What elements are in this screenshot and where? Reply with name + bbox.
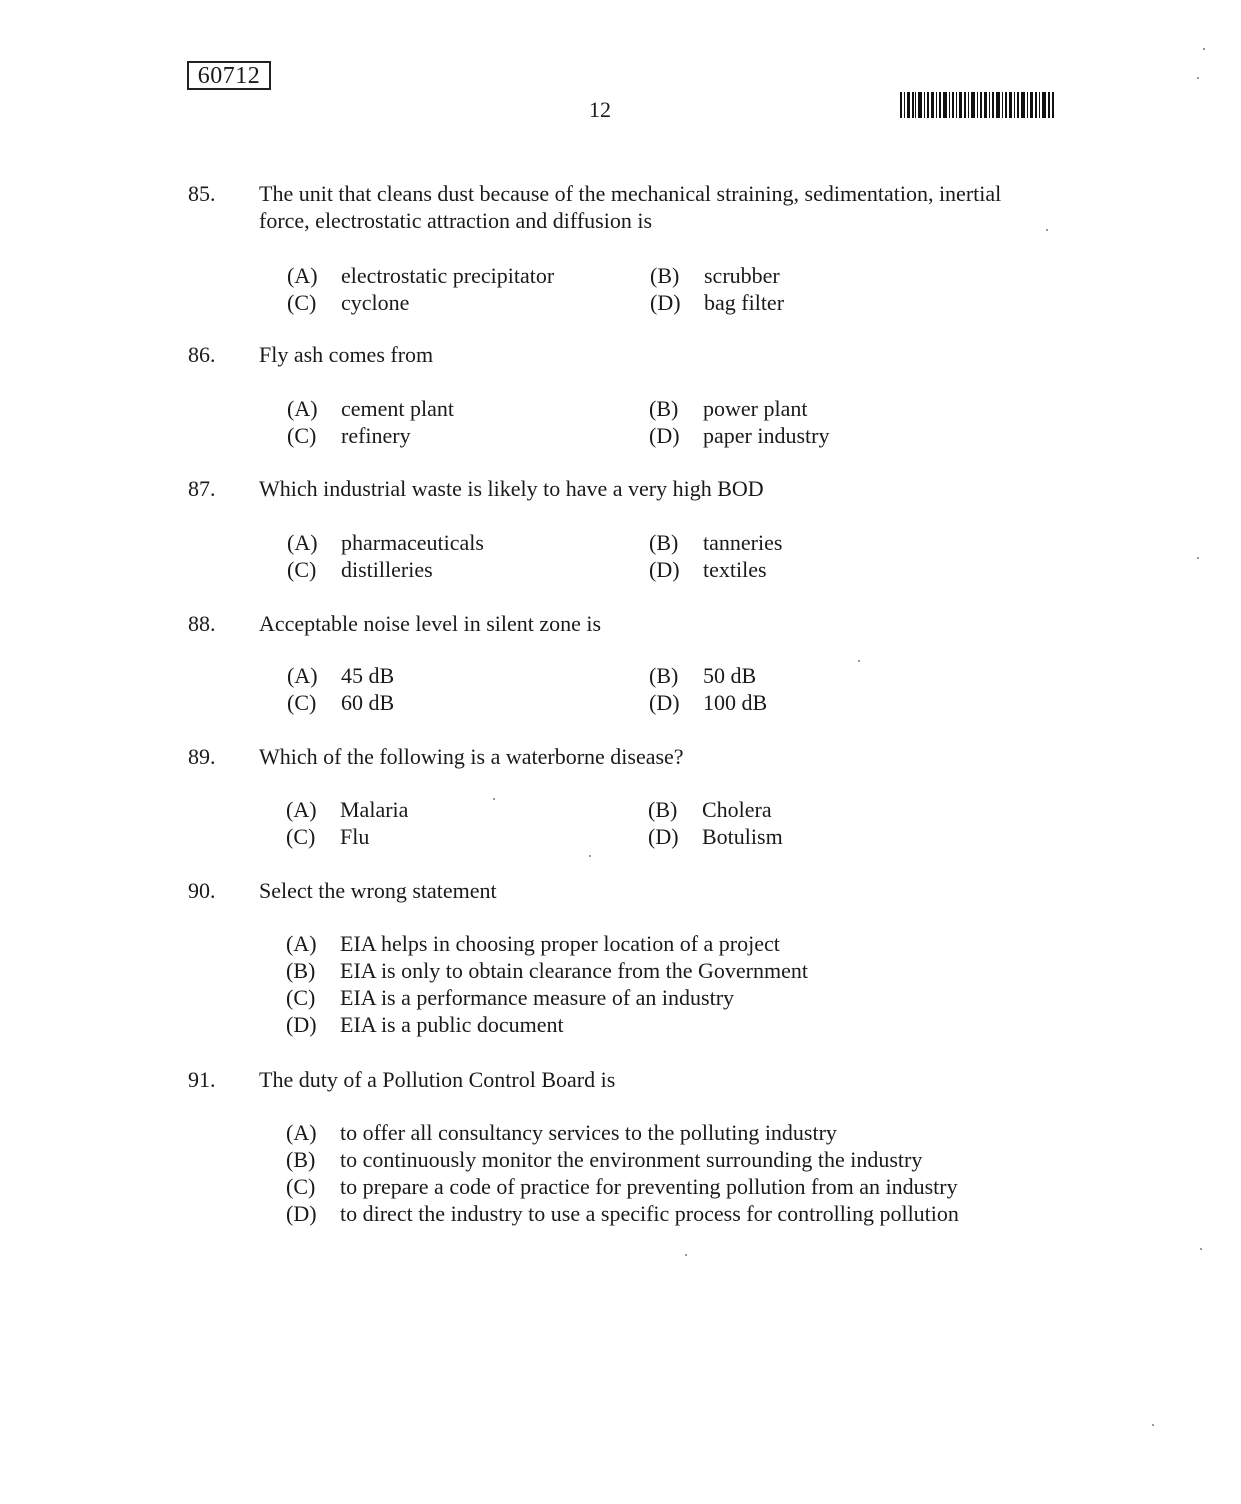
scan-speck (1197, 77, 1199, 79)
option-label: (D) (649, 557, 680, 582)
option-label: (A) (287, 663, 318, 688)
option-label: (B) (286, 1147, 316, 1172)
option-text: textiles (703, 557, 767, 582)
option-label: (B) (649, 663, 679, 688)
option-d (649, 556, 767, 583)
scan-speck (1203, 48, 1205, 50)
option-text: distilleries (341, 557, 433, 582)
option-a (286, 1119, 837, 1146)
question-number: 89. (188, 744, 216, 769)
option-text: 100 dB (703, 690, 768, 715)
option-label: (A) (287, 530, 318, 555)
option-text: cyclone (341, 290, 410, 315)
option-label: (C) (286, 985, 316, 1010)
option-label: (D) (286, 1012, 317, 1037)
question-text: The duty of a Pollution Control Board is (259, 1067, 616, 1092)
option-label: (D) (286, 1201, 317, 1226)
option-label: (B) (649, 530, 679, 555)
option-text: pharmaceuticals (341, 530, 484, 555)
scan-speck (1200, 1248, 1202, 1250)
option-text: 50 dB (703, 663, 757, 688)
question-number: 88. (188, 611, 216, 636)
option-text: tanneries (703, 530, 783, 555)
question-text: Select the wrong statement (259, 878, 497, 903)
option-text: to prepare a code of practice for preventing pollution from an industry (340, 1174, 958, 1199)
option-label: (C) (286, 824, 316, 849)
option-d (648, 823, 783, 850)
scan-speck (589, 855, 591, 857)
option-text: bag filter (704, 290, 785, 315)
option-text: 45 dB (341, 663, 395, 688)
option-b (286, 1146, 922, 1173)
option-d (649, 689, 767, 716)
option-label: (A) (287, 263, 318, 288)
page-number: 12 (589, 97, 611, 122)
scan-speck (1046, 229, 1048, 231)
question-text: Acceptable noise level in silent zone is (259, 611, 602, 636)
scan-speck (1197, 557, 1199, 559)
option-text: power plant (703, 396, 808, 421)
option-label: (C) (286, 1174, 316, 1199)
question-text: Fly ash comes from (259, 342, 434, 367)
option-label: (D) (648, 824, 679, 849)
option-c (287, 289, 409, 316)
option-label: (B) (649, 396, 679, 421)
option-b (649, 529, 782, 556)
option-text: cement plant (341, 396, 455, 421)
question-text: Which industrial waste is likely to have a very high BOD (259, 476, 764, 501)
option-text: paper industry (703, 423, 830, 448)
option-c (286, 984, 734, 1011)
option-label: (A) (286, 797, 317, 822)
option-text: Malaria (340, 797, 409, 822)
question-text: Which of the following is a waterborne disease? (259, 744, 684, 769)
question-number: 86. (188, 342, 216, 367)
option-label: (A) (287, 396, 318, 421)
paper-code-box: 60712 (187, 61, 271, 90)
option-a (287, 395, 454, 422)
option-label: (D) (649, 690, 680, 715)
option-b (286, 957, 808, 984)
option-c (286, 823, 369, 850)
option-label: (C) (287, 423, 317, 448)
option-a (287, 262, 554, 289)
option-b (650, 262, 780, 289)
option-text: electrostatic precipitator (341, 263, 555, 288)
option-text: scrubber (704, 263, 780, 288)
question-number: 90. (188, 878, 216, 903)
question-text: The unit that cleans dust because of the mechanical straining, sedimentation, inertial force, electrostatic attraction and diffusion is (259, 181, 1002, 233)
option-text: EIA is a public document (340, 1012, 564, 1037)
option-text: Botulism (702, 824, 783, 849)
option-text: Flu (340, 824, 370, 849)
option-c (287, 422, 411, 449)
option-b (649, 395, 807, 422)
option-label: (C) (287, 290, 317, 315)
option-label: (B) (648, 797, 678, 822)
option-c (286, 1173, 958, 1200)
option-label: (C) (287, 557, 317, 582)
option-a (286, 796, 408, 823)
option-text: EIA helps in choosing proper location of a project (340, 931, 780, 956)
option-d (286, 1200, 1020, 1227)
option-text: EIA is only to obtain clearance from the Government (340, 958, 808, 983)
option-label: (B) (286, 958, 316, 983)
option-label: (D) (649, 423, 680, 448)
option-a (286, 930, 780, 957)
scan-speck (858, 660, 860, 662)
option-text: to continuously monitor the environment surrounding the industry (340, 1147, 923, 1172)
option-label: (A) (286, 931, 317, 956)
option-d (650, 289, 784, 316)
option-label: (D) (650, 290, 681, 315)
option-text: to direct the industry to use a specific process for controlling pollution (340, 1201, 959, 1226)
option-c (287, 689, 394, 716)
option-text: to offer all consultancy services to the polluting industry (340, 1120, 837, 1145)
question-number: 91. (188, 1067, 216, 1092)
question-number: 87. (188, 476, 216, 501)
option-d (286, 1011, 564, 1038)
option-b (648, 796, 772, 823)
option-c (287, 556, 433, 583)
option-label: (C) (287, 690, 317, 715)
option-label: (A) (286, 1120, 317, 1145)
scan-speck (1152, 1424, 1154, 1426)
option-text: EIA is a performance measure of an industry (340, 985, 735, 1010)
option-label: (B) (650, 263, 680, 288)
option-a (287, 529, 484, 556)
option-b (649, 662, 756, 689)
option-a (287, 662, 394, 689)
option-text: refinery (341, 423, 411, 448)
scan-speck (493, 798, 495, 800)
option-text: Cholera (702, 797, 772, 822)
scan-speck (685, 1254, 687, 1256)
barcode-icon (900, 92, 1054, 118)
option-text: 60 dB (341, 690, 395, 715)
option-d (649, 422, 829, 449)
question-number: 85. (188, 181, 216, 206)
